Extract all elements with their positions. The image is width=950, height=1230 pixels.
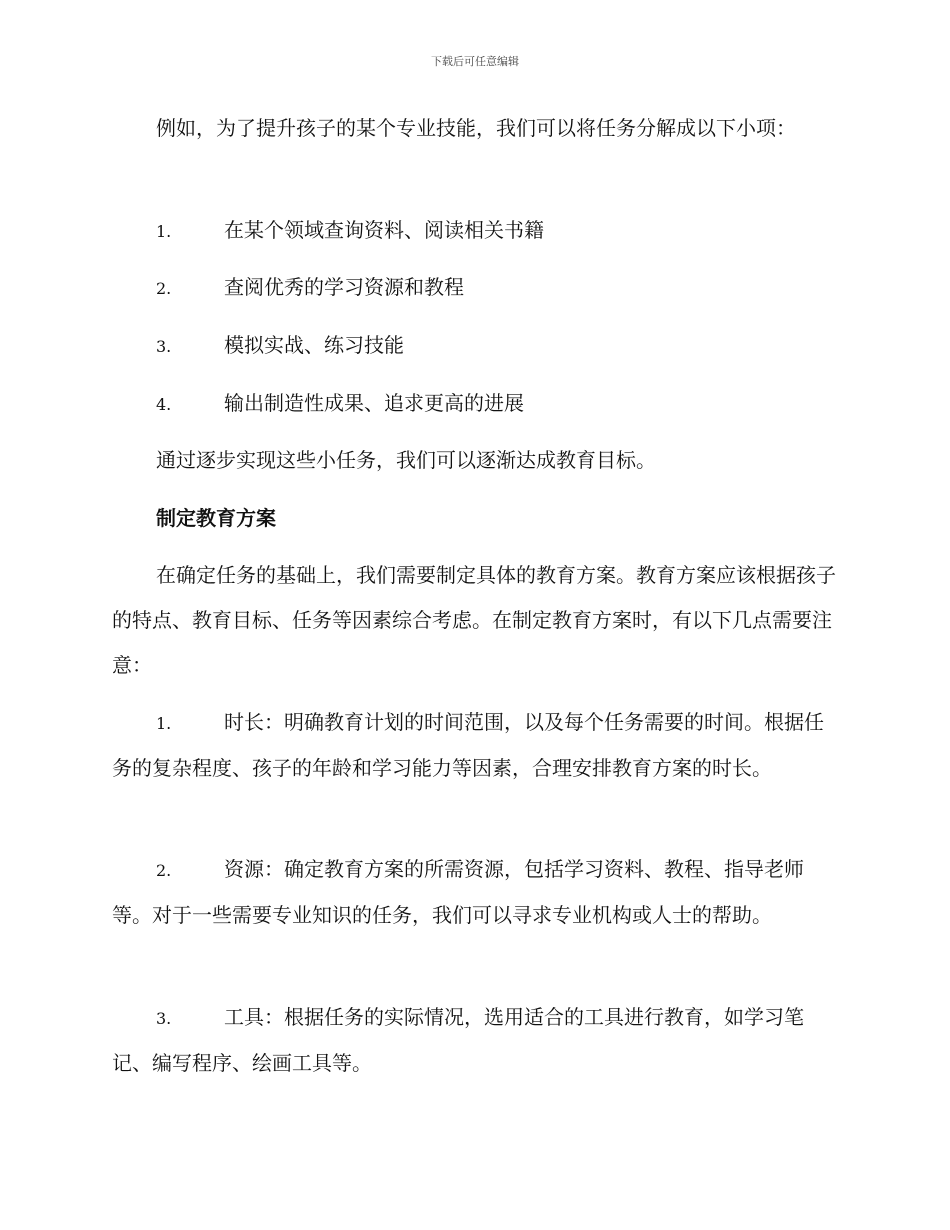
list-text: 查阅优秀的学习资源和教程 [224,275,464,299]
list-number: 3. [156,337,172,356]
list-text: 在某个领域查询资料、阅读相关书籍 [224,218,544,242]
list-number: 3. [156,1009,172,1028]
list-item [112,700,836,791]
list-item [112,265,836,311]
list-text: 模拟实战、练习技能 [224,333,404,357]
page-header: 下载后可任意编辑 [431,55,519,68]
section-heading: 制定教育方案 [156,506,276,530]
list-text: 资源：确定教育方案的所需资源，包括学习资料、教程、指导老师等。对于一些需要专业知识的任务，我们可以寻求专业机构或人士的帮助。 [112,857,804,927]
list-item [112,208,836,254]
list-number: 2. [156,861,172,880]
section-intro-paragraph: 在确定任务的基础上，我们需要制定具体的教育方案。教育方案应该根据孩子的特点、教育目标、任务等因素综合考虑。在制定教育方案时，有以下几点需要注意： [112,563,836,677]
list-item [112,323,836,369]
list-text: 工具：根据任务的实际情况，选用适合的工具进行教育，如学习笔记、编写程序、绘画工具等。 [112,1005,804,1075]
list-item [112,381,836,427]
intro-paragraph: 例如，为了提升孩子的某个专业技能，我们可以将任务分解成以下小项： [156,116,796,140]
summary-paragraph: 通过逐步实现这些小任务，我们可以逐渐达成教育目标。 [156,448,656,472]
list-text: 时长：明确教育计划的时间范围，以及每个任务需要的时间。根据任务的复杂程度、孩子的年龄和学习能力等因素，合理安排教育方案的时长。 [112,710,824,780]
list-number: 1. [156,222,172,241]
list-number: 4. [156,395,172,414]
list-text: 输出制造性成果、追求更高的进展 [224,391,524,415]
list-number: 1. [156,714,172,733]
list-item [112,995,836,1086]
list-item [112,847,836,938]
list-number: 2. [156,279,172,298]
